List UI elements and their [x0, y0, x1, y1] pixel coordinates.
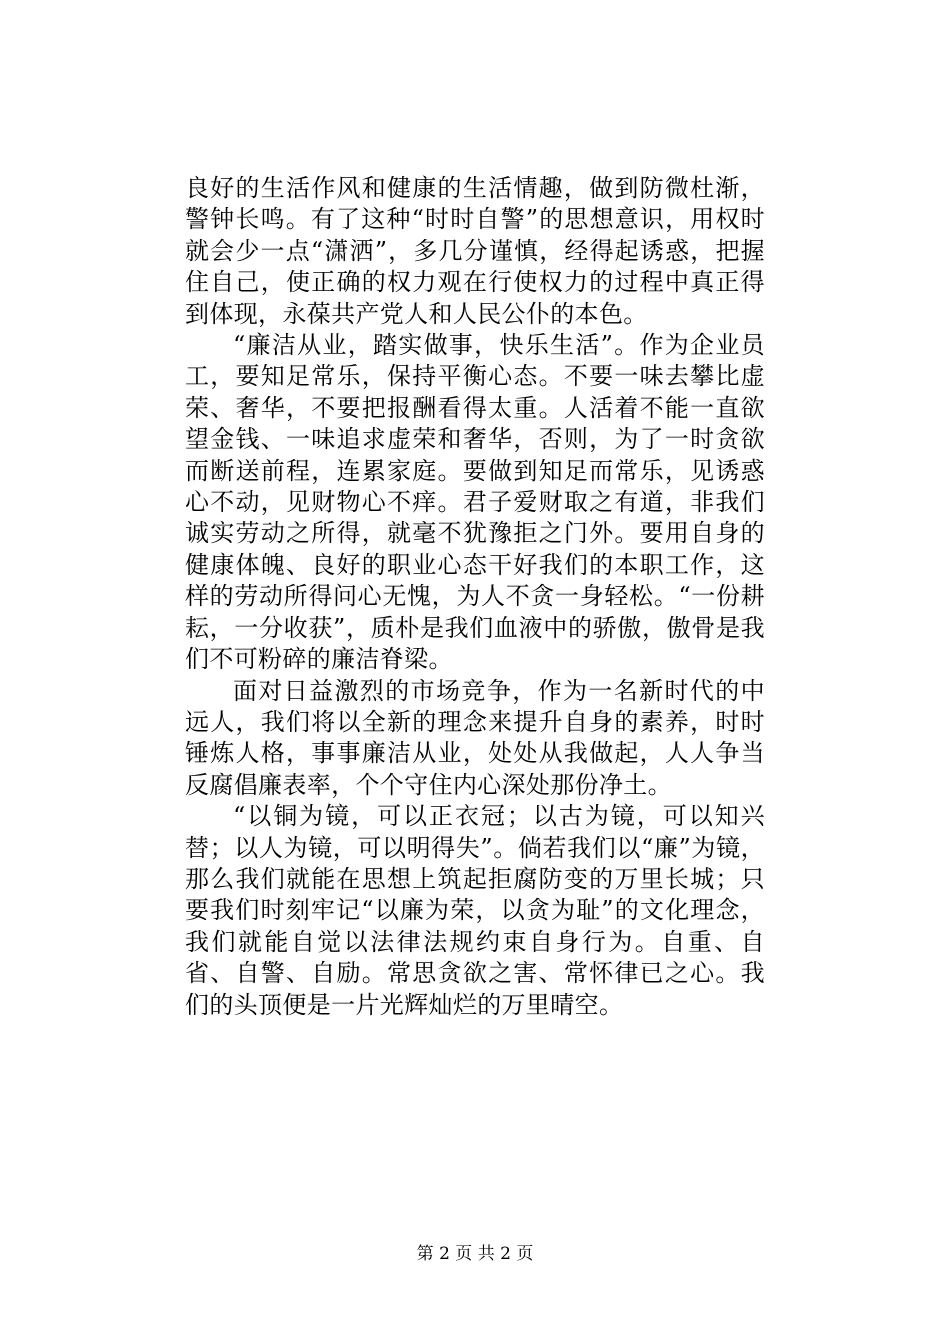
paragraph-market-competition: 面对日益激烈的市场竞争，作为一名新时代的中远人，我们将以全新的理念来提升自身的素养，时时锤炼人格，事事廉洁从业，处处从我做起，人人争当反腐倡廉表率，个个守住内心深处那份净土。	[185, 676, 765, 799]
document-body	[185, 173, 765, 1021]
paragraph-continuation: 良好的生活作风和健康的生活情趣，做到防微杜渐，警钟长鸣。有了这种“时时自警”的思想意识，用权时就会少一点“潇洒”，多几分谨慎，经得起诱惑，把握住自己，使正确的权力观在行使权力的过程中真正得到体现，永葆共产党人和人民公仆的本色。	[185, 174, 765, 328]
paragraph-mirror: “以铜为镜，可以正衣冠；以古为镜，可以知兴替；以人为镜，可以明得失”。倘若我们以“廉”为镜，那么我们就能在思想上筑起拒腐防变的万里长城；只要我们时刻牢记“以廉为荣，以贪为耻”的文化理念，我们就能自觉以法律法规约束自身行为。自重、自省、自警、自励。常思贪欲之害、常怀律已之心。我们的头顶便是一片光辉灿烂的万里晴空。	[185, 802, 765, 1019]
paragraph-lianjie-congye: “廉洁从业，踏实做事，快乐生活”。作为企业员工，要知足常乐，保持平衡心态。不要一味去攀比虚荣、奢华，不要把报酬看得太重。人活着不能一直欲望金钱、一味追求虚荣和奢华，否则，为了一时贪欲而断送前程，连累家庭。要做到知足而常乐，见诱惑心不动，见财物心不痒。君子爱财取之有道，非我们诚实劳动之所得，就毫不犹豫拒之门外。要用自身的健康体魄、良好的职业心态干好我们的本职工作，这样的劳动所得问心无愧，为人不贪一身轻松。“一份耕耘，一分收获”，质朴是我们血液中的骄傲，傲骨是我们不可粉碎的廉洁脊梁。	[185, 331, 765, 674]
page-footer: 第 2 页 共 2 页	[416, 1244, 534, 1264]
